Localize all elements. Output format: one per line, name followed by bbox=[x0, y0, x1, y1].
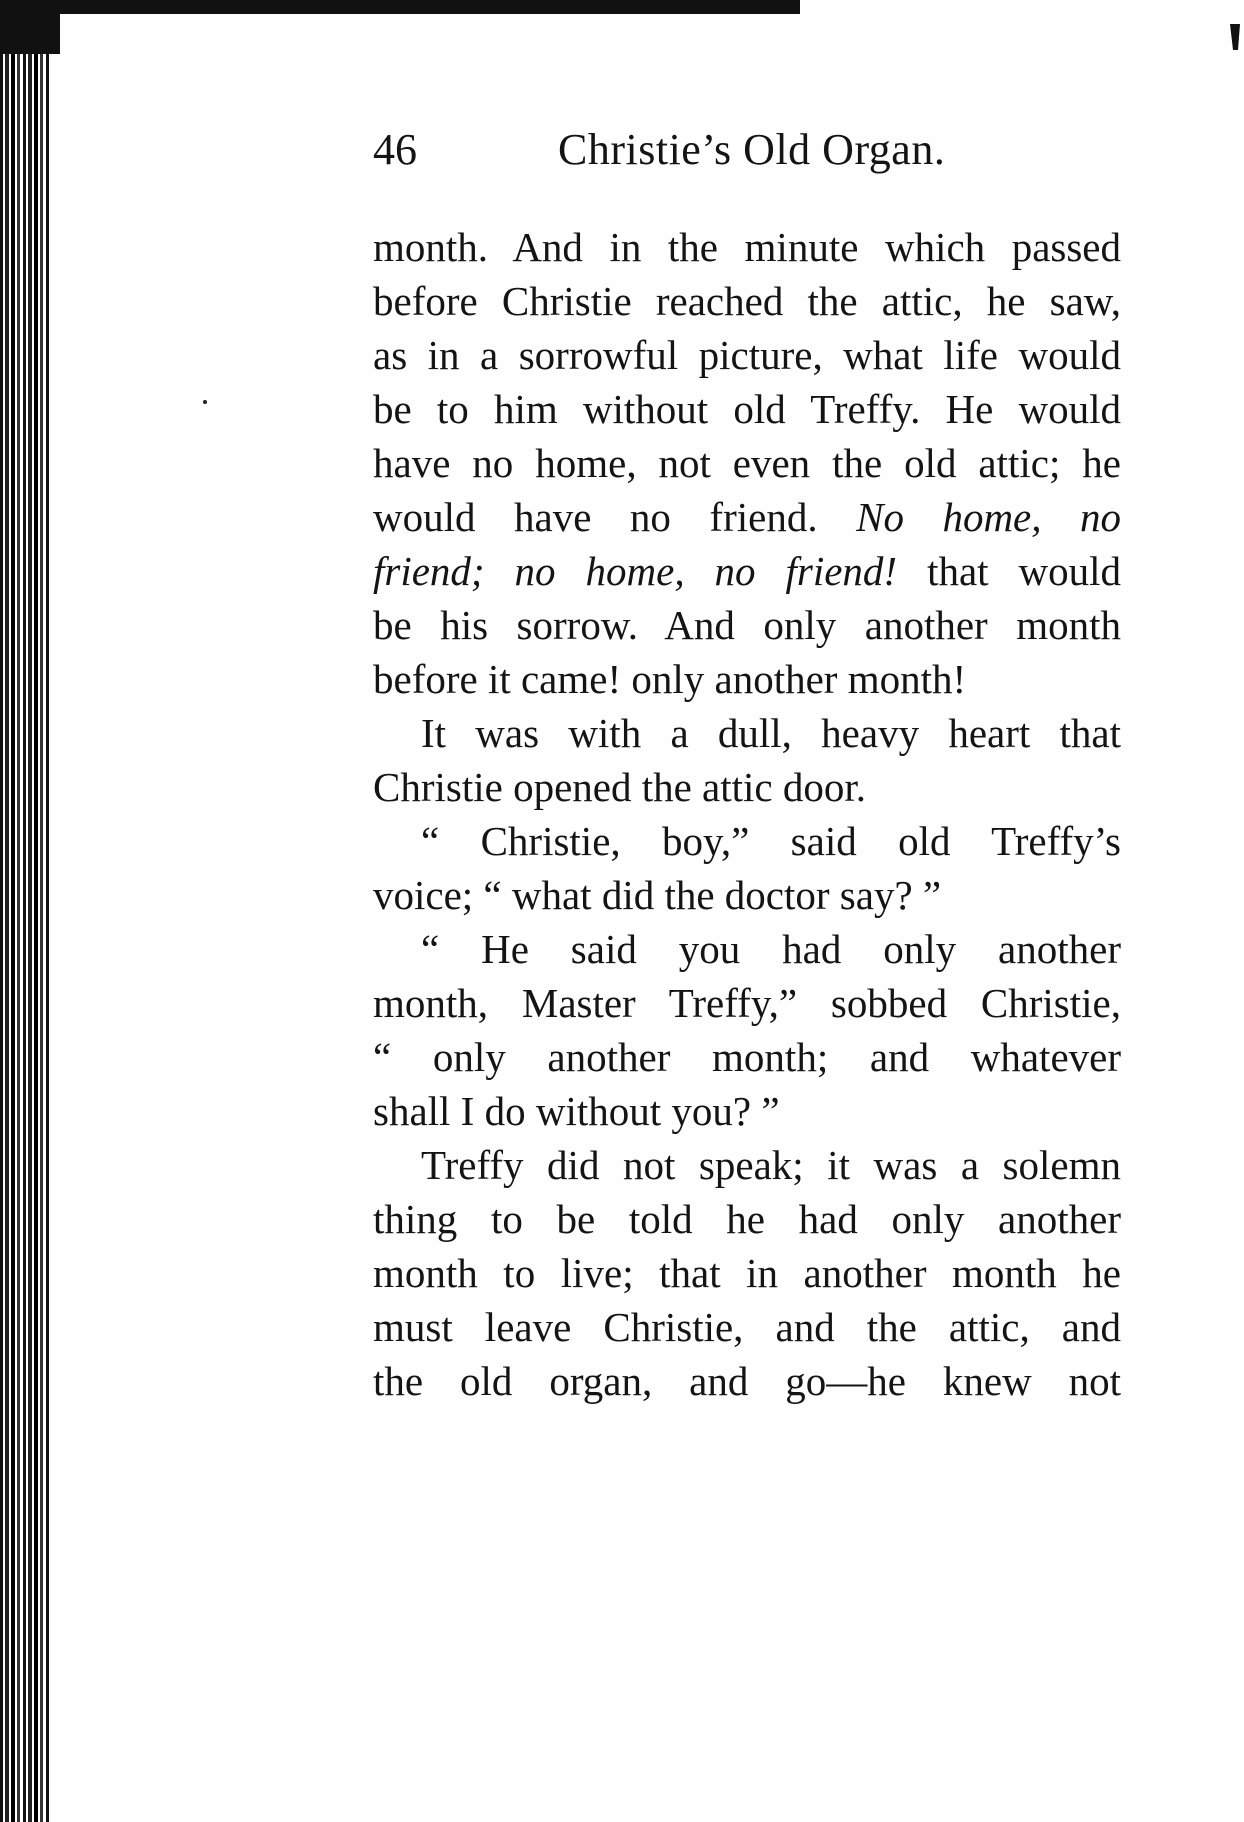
page-binding-edge bbox=[0, 0, 50, 1822]
text-segment: would have no friend. bbox=[373, 494, 818, 540]
ink-speck bbox=[203, 400, 207, 404]
text-line: before it came! only another month! bbox=[373, 656, 967, 702]
italic-text: No home, no bbox=[856, 494, 1122, 540]
text-line: shall I do without you? ” bbox=[373, 1088, 780, 1134]
text-segment: that would bbox=[927, 548, 1122, 594]
running-title: Christie’s Old Organ. bbox=[558, 125, 946, 174]
paragraph-start-line: “ He said you had only another bbox=[421, 926, 1121, 972]
text-line: voice; “ what did the doctor say? ” bbox=[373, 872, 942, 918]
page-corner-shadow bbox=[0, 14, 60, 54]
paragraph-start-line: Treffy did not speak; it was a solemn bbox=[421, 1142, 1121, 1188]
text-line bbox=[373, 490, 1121, 544]
text-line: before Christie reached the attic, he saw, bbox=[373, 278, 1121, 324]
body-text bbox=[373, 220, 1121, 1408]
page-number: 46 bbox=[373, 125, 417, 174]
corner-mark bbox=[1230, 24, 1240, 50]
text-line bbox=[373, 544, 1121, 598]
text-line: “ only another month; and whatever bbox=[373, 1034, 1121, 1080]
running-head bbox=[373, 120, 1123, 180]
text-line: Christie opened the attic door. bbox=[373, 764, 867, 810]
paragraph-start-line: It was with a dull, heavy heart that bbox=[421, 710, 1121, 756]
text-line: have no home, not even the old attic; he bbox=[373, 440, 1121, 486]
paragraph-start-line: “ Christie, boy,” said old Treffy’s bbox=[421, 818, 1121, 864]
text-line: the old organ, and go—he knew not bbox=[373, 1358, 1121, 1404]
text-line: as in a sorrowful picture, what life would bbox=[373, 332, 1121, 378]
text-line: be his sorrow. And only another month bbox=[373, 602, 1121, 648]
text-line: month. And in the minute which passed bbox=[373, 224, 1121, 270]
text-line: month, Master Treffy,” sobbed Christie, bbox=[373, 980, 1121, 1026]
italic-text: friend; no home, no friend! bbox=[373, 548, 898, 594]
page-top-edge bbox=[0, 0, 800, 14]
text-line: must leave Christie, and the attic, and bbox=[373, 1304, 1121, 1350]
text-line: be to him without old Treffy. He would bbox=[373, 386, 1121, 432]
text-line: thing to be told he had only another bbox=[373, 1196, 1121, 1242]
text-line: month to live; that in another month he bbox=[373, 1250, 1121, 1296]
